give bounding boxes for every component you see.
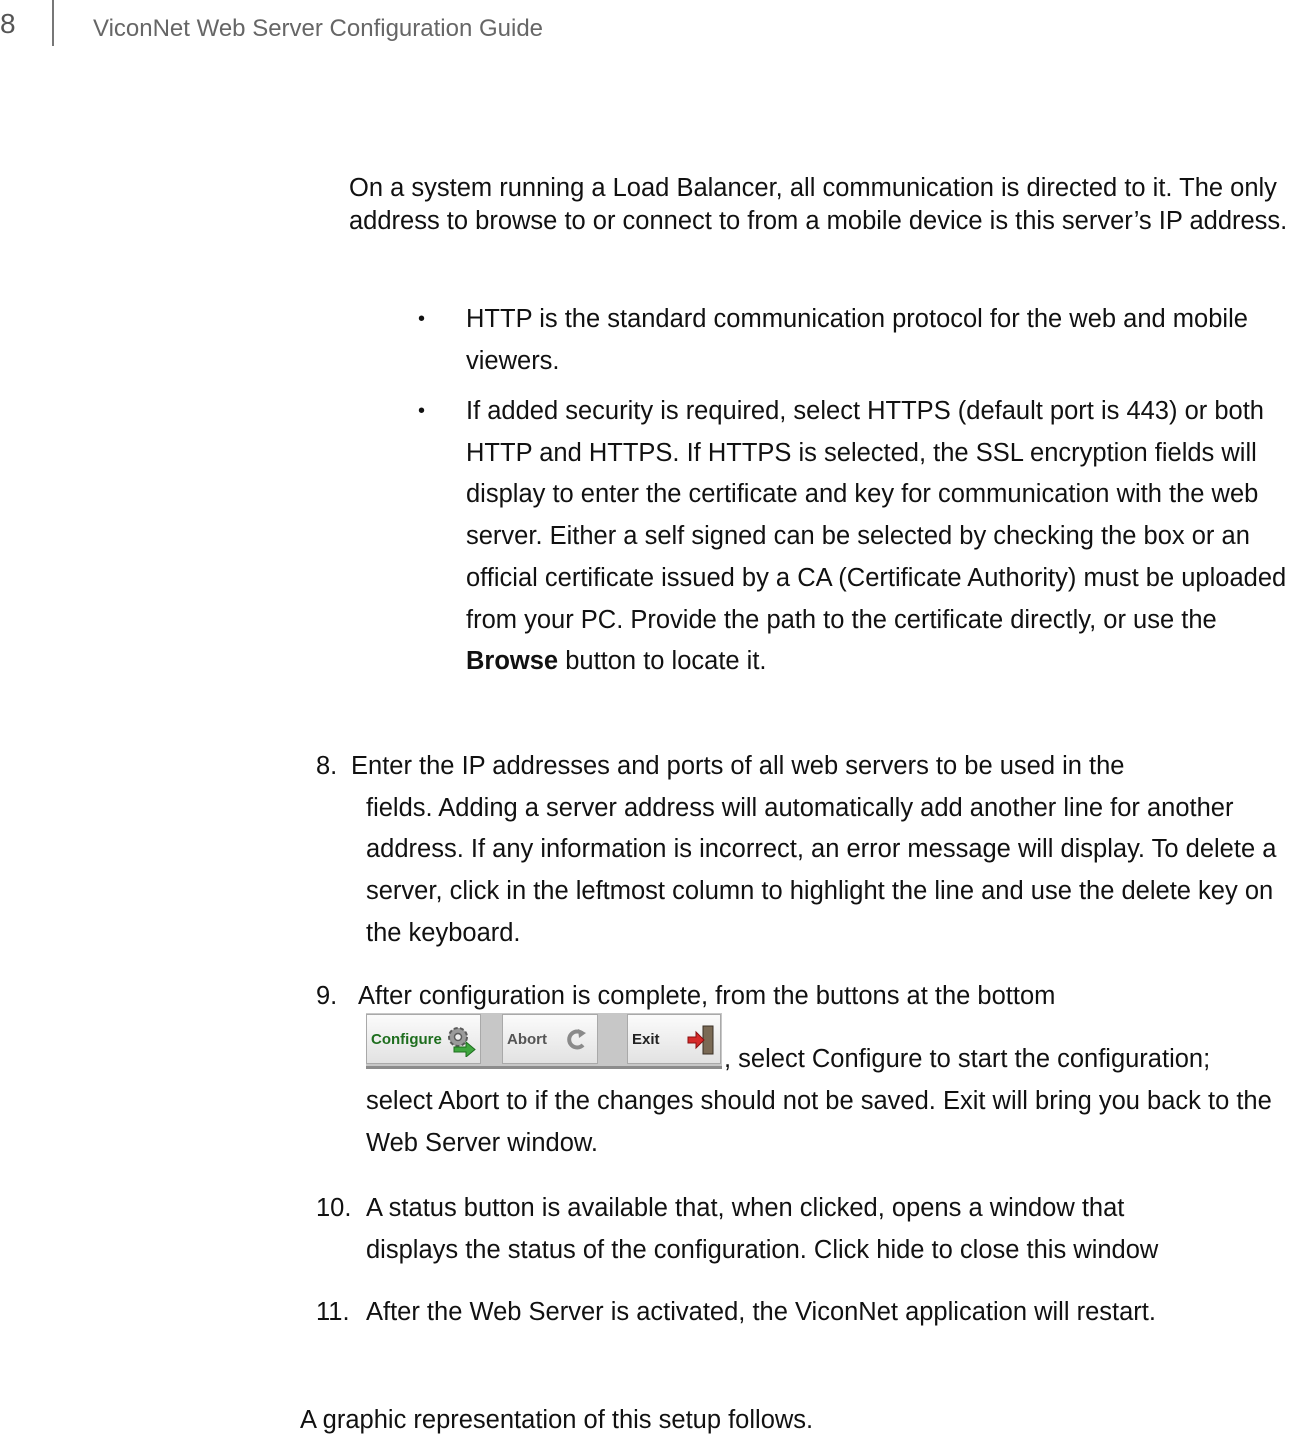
closing-sentence: A graphic representation of this setup follows. bbox=[300, 1406, 814, 1434]
step-text-continued: select Abort to if the changes should not be saved. Exit will bring you back to the Web Server window. bbox=[366, 1087, 1272, 1157]
step-number: 10. bbox=[316, 1194, 352, 1222]
bullet-dot: • bbox=[418, 308, 426, 330]
step-text: After the Web Server is activated, the ViconNet application will restart. bbox=[366, 1298, 1156, 1326]
step-text: A status button is available that, when clicked, opens a window that bbox=[366, 1194, 1125, 1222]
step-text-continued: fields. Adding a server address will automatically add another line for another address. If any information is incorrect, an error message will display. To delete a server, click in the leftmost column to highlight the line and use the delete key on the keyboard. bbox=[366, 793, 1277, 947]
step-text: Enter the IP addresses and ports of all web servers to be used in the bbox=[351, 752, 1125, 780]
step-text-continued: displays the status of the configuration. Click hide to close this window bbox=[366, 1235, 1159, 1264]
bullet-text-part: button to locate it. bbox=[558, 647, 767, 676]
exit-door-icon bbox=[684, 1023, 716, 1057]
bullet-dot: • bbox=[418, 400, 426, 422]
bullet-text-part: If added security is required, select HTTPS (default port is 443) or both HTTP and HTTPS. If HTTPS is selected, the SSL encryption fields will display to enter the certificate and key for communication with the web server. Either a self signed can be selected by checking the box or an official certificate issued by a CA (Certificate Authority) must be uploaded from your PC. Provide the path to the certificate directly, or use the bbox=[466, 397, 1287, 634]
bullet-text bbox=[466, 391, 1293, 683]
configure-button bbox=[366, 1014, 481, 1064]
step-number: 11. bbox=[316, 1298, 350, 1326]
document-title: ViconNet Web Server Configuration Guide bbox=[93, 15, 544, 42]
step-number: 8. bbox=[316, 752, 338, 780]
undo-icon bbox=[561, 1023, 593, 1057]
abort-button bbox=[502, 1014, 598, 1064]
exit-button bbox=[627, 1014, 721, 1064]
page-number: 8 bbox=[0, 8, 16, 39]
bullet-text: HTTP is the standard communication protocol for the web and mobile viewers. bbox=[466, 305, 1248, 375]
browse-emphasis: Browse bbox=[466, 647, 559, 676]
configure-label: Configure bbox=[371, 1031, 442, 1048]
button-strip-image bbox=[366, 1013, 722, 1069]
step-text-continued: , select Configure to start the configuration; bbox=[724, 1045, 1211, 1073]
gear-arrow-icon bbox=[444, 1023, 476, 1057]
header-divider bbox=[52, 0, 54, 46]
exit-label: Exit bbox=[632, 1031, 660, 1048]
step-text: After configuration is complete, from the buttons at the bottom bbox=[358, 982, 1056, 1010]
step-number: 9. bbox=[316, 982, 338, 1010]
intro-paragraph: On a system running a Load Balancer, all communication is directed to it. The only address to browse to or connect to from a mobile device is this server’s IP address. bbox=[349, 174, 1288, 235]
abort-label: Abort bbox=[507, 1031, 547, 1048]
